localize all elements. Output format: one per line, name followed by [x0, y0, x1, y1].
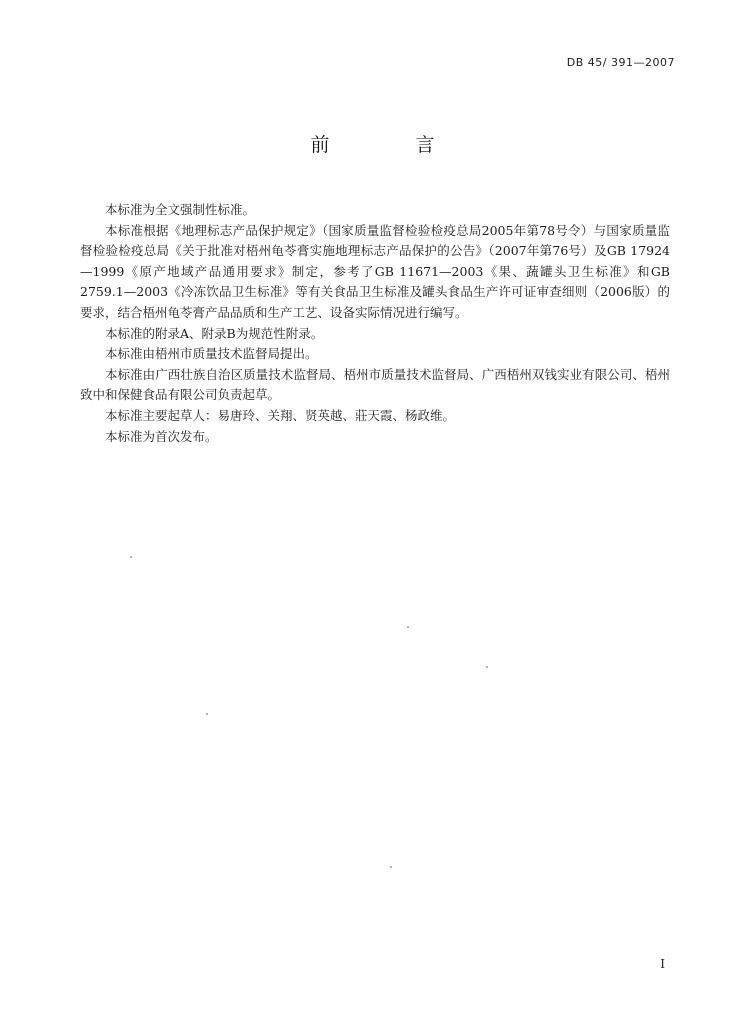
paragraph-drafters: 本标准主要起草人：易唐玲、关翔、贤英越、莊天霞、杨政维。 — [105, 407, 456, 423]
paragraph-drafting-units: 本标准由广西壮族自治区质量技术监督局、梧州市质量技术监督局、广西梧州双钱实业有限公司、梧州致中和保健食品有限公司负责起草。 — [80, 366, 670, 403]
page-title: 前 言 — [310, 134, 475, 156]
paragraph-mandatory: 本标准为全文强制性标准。 — [105, 202, 256, 217]
scan-speck — [130, 556, 132, 558]
scan-speck — [486, 666, 488, 668]
foreword-body — [80, 200, 670, 447]
paragraph-annexes: 本标准的附录A、附录B为规范性附录。 — [105, 325, 324, 341]
paragraph-basis: 本标准根据《地理标志产品保护规定》（国家质量监督检验检疫总局2005年第78号令）与国家质量监督检验检疫总局《关于批准对梧州龟苓膏实施地理标志产品保护的公告》（2007年第76号）及GB 17924—1999《原产地域产品通用要求》制定，参考了GB 11671—2003《果、蔬罐头卫生标准》和GB 2759.1—2003《冷冻饮品卫生标准》等有关食品卫生标准及罐头食品生产许可证审查细则（2006版）的要求，结合梧州龟苓膏产品品质和生产工艺、设备实际情况进行编写。 — [80, 222, 670, 320]
scan-speck — [390, 866, 392, 868]
standard-code: DB 45/ 391—2007 — [566, 56, 675, 69]
paragraph-proposer: 本标准由梧州市质量技术监督局提出。 — [105, 346, 318, 362]
scan-speck — [206, 713, 208, 715]
scan-speck — [407, 626, 409, 628]
page-number: I — [660, 957, 665, 971]
paragraph-first-release: 本标准为首次发布。 — [105, 428, 218, 444]
